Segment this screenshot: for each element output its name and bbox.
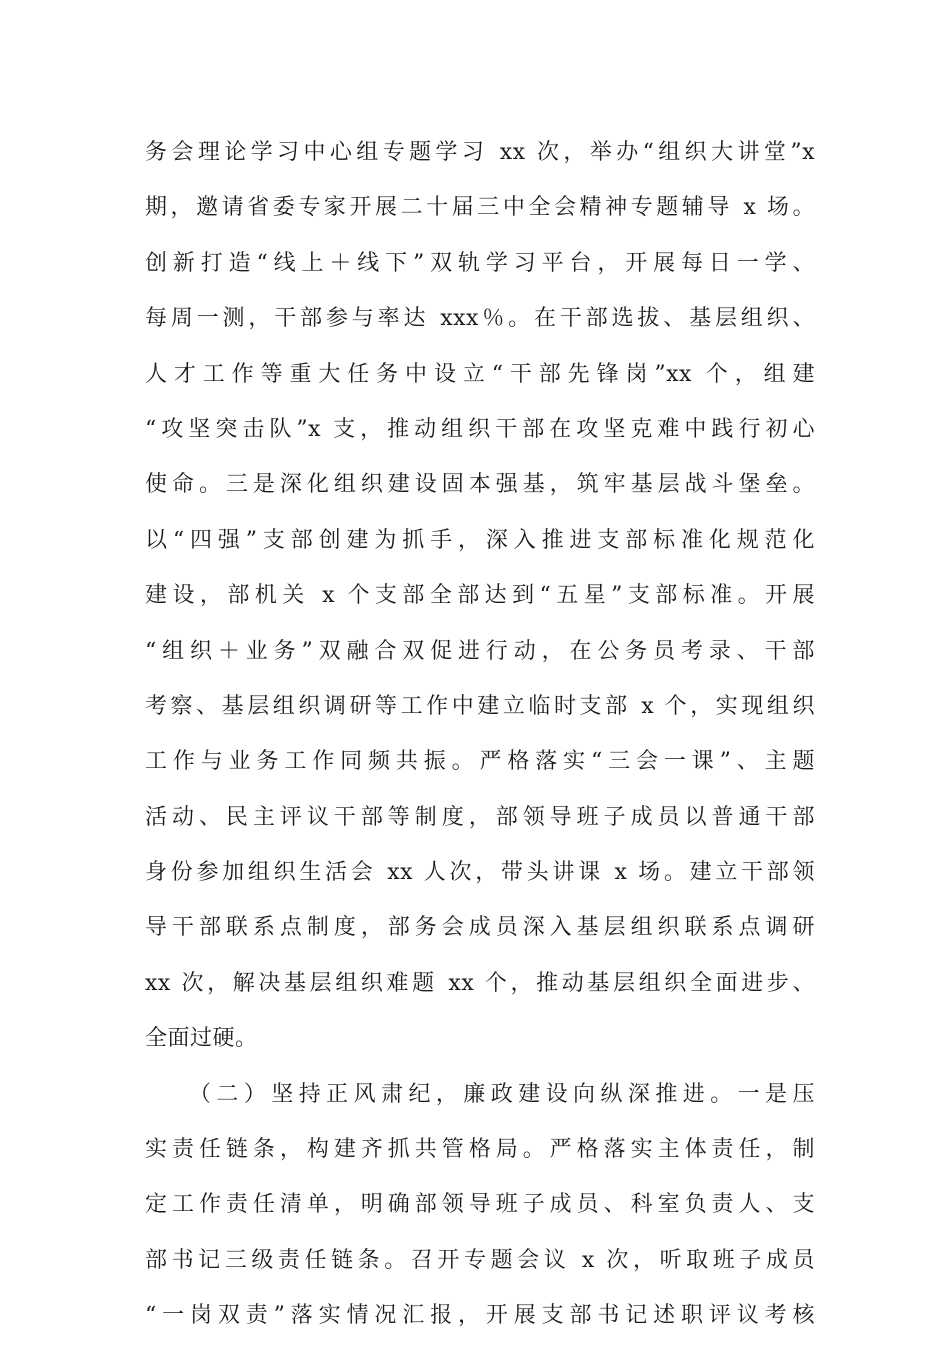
text-line: 工作与业务工作同频共振。严格落实“三会一课”、主题 <box>145 749 815 775</box>
text-line: 人才工作等重大任务中设立“干部先锋岗”xx 个，组建 <box>145 361 815 387</box>
text-line: 活动、民主评议干部等制度，部领导班子成员以普通干部 <box>145 804 815 830</box>
text-line: 建设，部机关 x 个支部全部达到“五星”支部标准。开展 <box>145 583 815 609</box>
text-line: 期，邀请省委专家开展二十届三中全会精神专题辅导 x 场。 <box>145 195 815 221</box>
text-line: 务会理论学习中心组专题学习 xx 次，举办“组织大讲堂”x <box>145 140 815 165</box>
text-line: 实责任链条，构建齐抓共管格局。严格落实主体责任，制 <box>145 1137 815 1163</box>
text-line: 使命。三是深化组织建设固本强基，筑牢基层战斗堡垒。 <box>145 472 815 498</box>
text-line: 身份参加组织生活会 xx 人次，带头讲课 x 场。建立干部领 <box>145 860 815 886</box>
text-line: 定工作责任清单，明确部领导班子成员、科室负责人、支 <box>145 1192 815 1218</box>
text-line: “组织＋业务”双融合双促进行动，在公务员考录、干部 <box>145 638 815 664</box>
text-line: 导干部联系点制度，部务会成员深入基层组织联系点调研 <box>145 915 815 941</box>
body-text <box>145 133 815 1352</box>
text-line: “一岗双责”落实情况汇报，开展支部书记述职评议考核 <box>145 1303 815 1329</box>
text-line: 创新打造“线上＋线下”双轨学习平台，开展每日一学、 <box>145 250 815 276</box>
text-line: 每周一测，干部参与率达 xxx％。在干部选拔、基层组织、 <box>145 306 815 332</box>
text-line: 部书记三级责任链条。召开专题会议 x 次，听取班子成员 <box>145 1247 815 1273</box>
section-heading-line: （二）坚持正风肃纪，廉政建设向纵深推进。一是压 <box>189 1081 815 1107</box>
text-line: 考察、基层组织调研等工作中建立临时支部 x 个，实现组织 <box>145 693 815 719</box>
text-line: “攻坚突击队”x 支，推动组织干部在攻坚克难中践行初心 <box>145 416 815 442</box>
text-line: 全面过硬。 <box>145 1026 258 1052</box>
text-line: 以“四强”支部创建为抓手，深入推进支部标准化规范化 <box>145 527 815 553</box>
text-line: xx 次，解决基层组织难题 xx 个，推动基层组织全面进步、 <box>145 970 815 996</box>
